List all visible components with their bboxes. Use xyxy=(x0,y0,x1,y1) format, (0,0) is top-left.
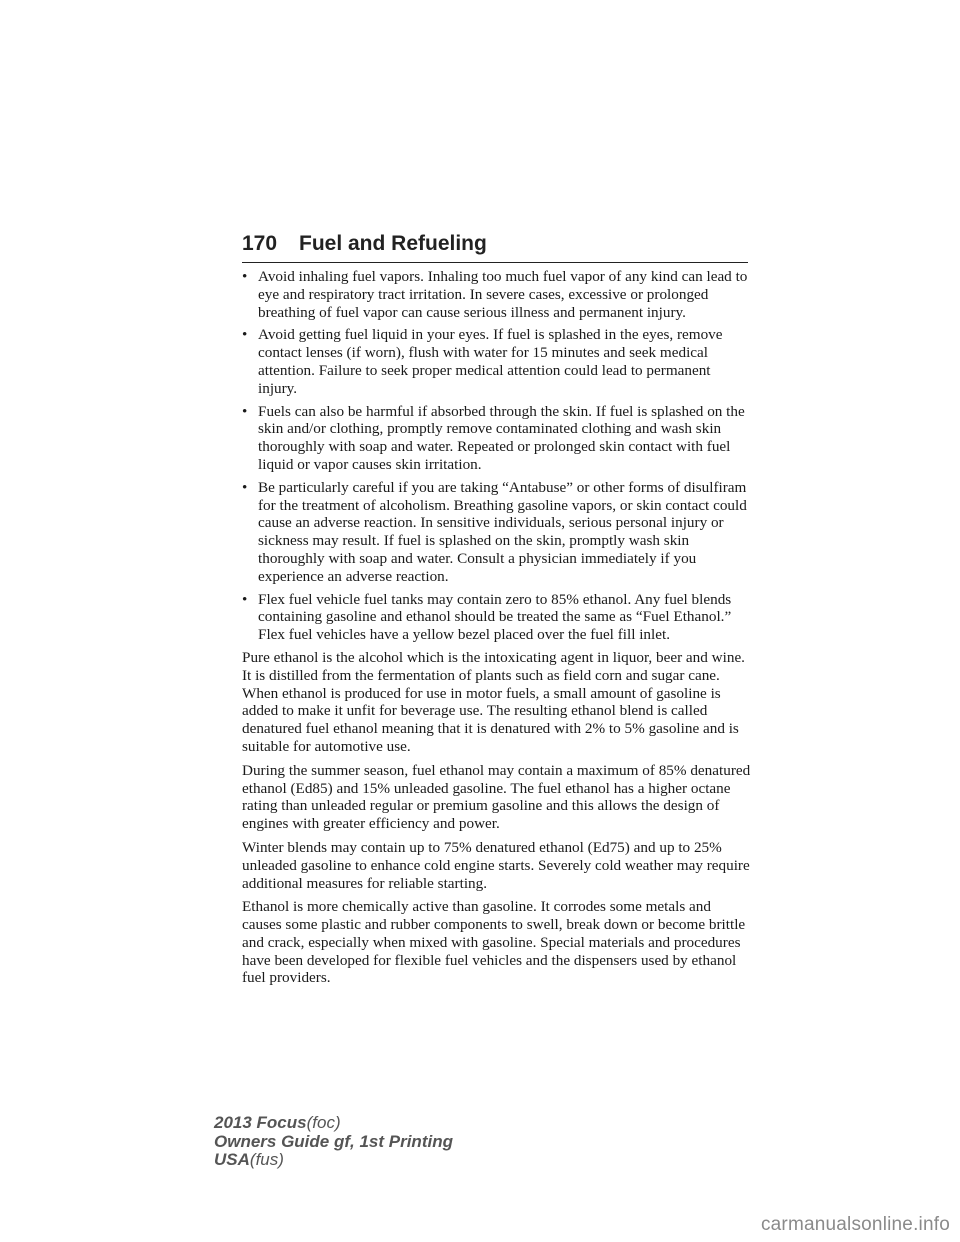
body-paragraph: Winter blends may contain up to 75% denatured ethanol (Ed75) and up to 25% unleaded gasoline to enhance cold engine starts. Severely cold weather may require additional measures for reliable starting. xyxy=(242,838,750,892)
bullet-item xyxy=(242,403,752,474)
footer-guide: Owners Guide gf, 1st Printing xyxy=(214,1131,453,1151)
footer-market: USA xyxy=(214,1150,250,1169)
bullet-icon: • xyxy=(242,590,248,608)
footer-market-code: (fus) xyxy=(249,1150,284,1169)
bullet-icon: • xyxy=(242,478,248,496)
footer-line-guide xyxy=(214,1133,453,1152)
bullet-text: Avoid inhaling fuel vapors. Inhaling too much fuel vapor of any kind can lead to eye and respiratory tract irritation. In severe cases, excessive or prolonged breathing of fuel vapor can cause serious illness and permanent injury. xyxy=(258,268,748,321)
body-paragraph: During the summer season, fuel ethanol may contain a maximum of 85% denatured ethanol (Ed85) and 15% unleaded gasoline. The fuel ethanol has a higher octane rating than unleaded regular or premium gasoline and this allows the design of engines with greater efficiency and power. xyxy=(242,761,751,833)
bullet-item xyxy=(242,591,752,644)
bullet-icon: • xyxy=(242,326,248,344)
page-header xyxy=(242,230,748,263)
bullet-text: Avoid getting fuel liquid in your eyes. If fuel is splashed in the eyes, remove contact lenses (if worn), flush with water for 15 minutes and seek medical attention. Failure to seek proper medical attention could lead to permanent injury. xyxy=(258,326,723,397)
bullet-text: Be particularly careful if you are taking “Antabuse” or other forms of disulfiram for the treatment of alcoholism. Breathing gasoline vapors, or skin contact could cause an adverse reaction. In sensitive individuals, serious personal injury or sickness may result. If fuel is splashed on the skin, promptly wash skin thoroughly with soap and water. Consult a physician immediately if you experience an adverse reaction. xyxy=(258,478,747,585)
site-watermark: carmanualsonline.info xyxy=(760,1214,950,1235)
body-paragraph: Ethanol is more chemically active than gasoline. It corrodes some metals and causes some plastic and rubber components to swell, break down or become brittle and crack, especially when mixed with gasoline. Special materials and procedures have been developed for flexible fuel vehicles and the dispensers used by ethanol fuel providers. xyxy=(242,898,746,987)
footer-model: 2013 Focus xyxy=(214,1113,307,1132)
section-title: Fuel and Refueling xyxy=(299,232,487,255)
bullet-icon: • xyxy=(242,268,248,285)
bullet-text: Fuels can also be harmful if absorbed through the skin. If fuel is splashed on the skin and/or clothing, promptly remove contaminated clothing and wash skin thoroughly with soap and water. Repeated or prolonged skin contact with fuel liquid or vapor causes skin irritation. xyxy=(258,402,745,473)
bullet-item xyxy=(242,268,752,321)
footer-line-market xyxy=(214,1151,453,1170)
bullet-item xyxy=(242,326,752,397)
bullet-icon: • xyxy=(242,402,248,420)
bullet-item xyxy=(242,479,752,586)
bullet-text: Flex fuel vehicle fuel tanks may contain zero to 85% ethanol. Any fuel blends containing gasoline and ethanol should be treated the same as “Fuel Ethanol.” Flex fuel vehicles have a yellow bezel placed over the fuel fill inlet. xyxy=(258,590,732,644)
body-paragraph: Pure ethanol is the alcohol which is the intoxicating agent in liquor, beer and wine. It is distilled from the fermentation of plants such as field corn and sugar cane. When ethanol is produced for use in motor fuels, a small amount of gasoline is added to make it unfit for beverage use. The resulting ethanol blend is called denatured fuel ethanol meaning that it is denatured with 2% to 5% gasoline and is suitable for automotive use. xyxy=(242,648,745,755)
page-content xyxy=(242,268,752,993)
print-footer xyxy=(214,1114,453,1170)
page-number: 170 xyxy=(242,232,278,255)
footer-model-code: (foc) xyxy=(306,1113,341,1132)
footer-line-model xyxy=(214,1114,453,1133)
